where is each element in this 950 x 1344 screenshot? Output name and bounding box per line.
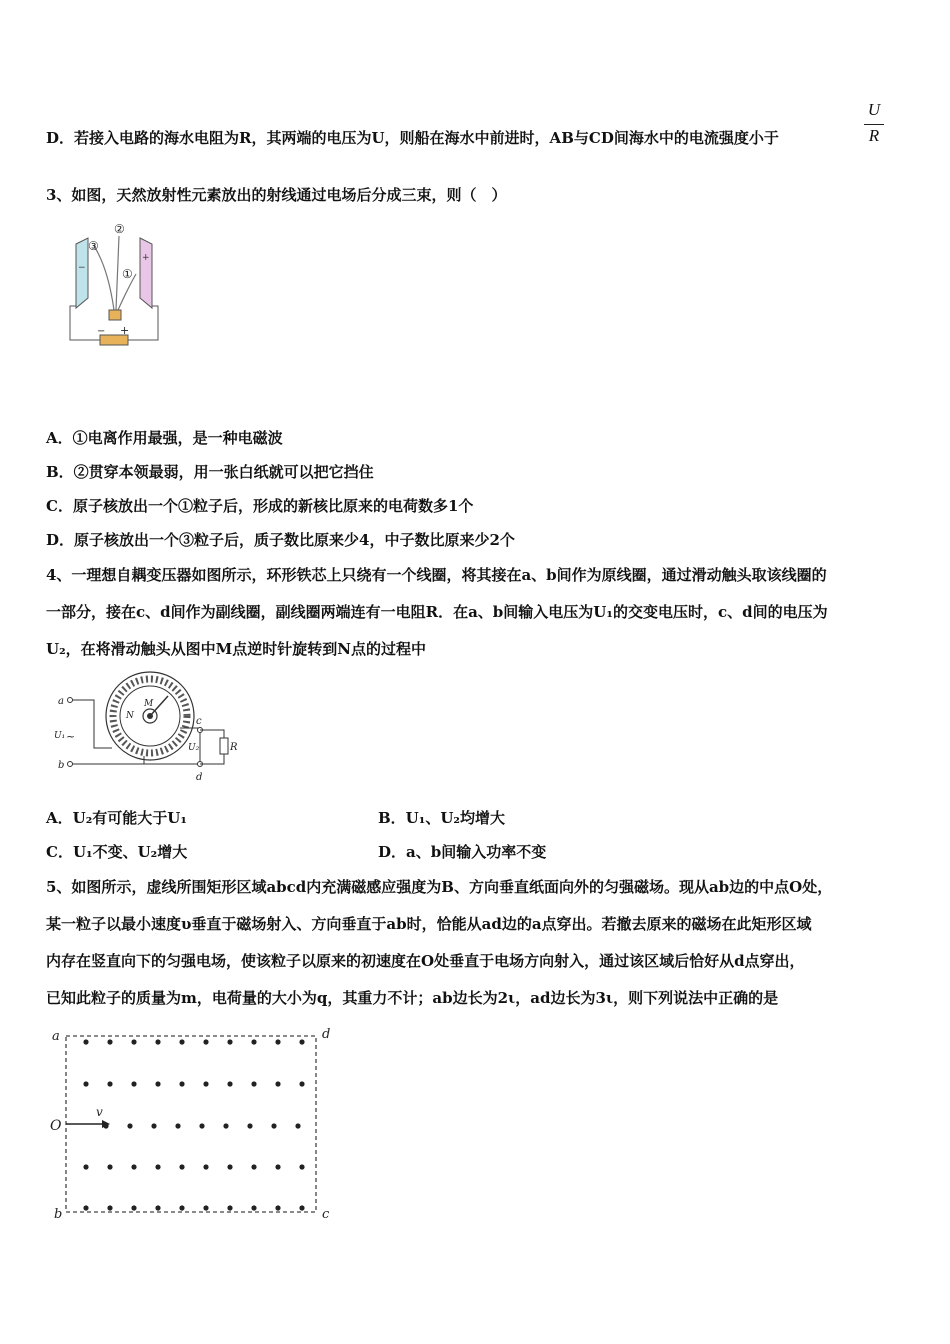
field-dot — [275, 1205, 280, 1210]
field-dot — [275, 1039, 280, 1044]
terminal-a — [68, 698, 73, 703]
field-dot — [151, 1123, 156, 1128]
label-d: d — [196, 772, 203, 783]
q3-option-b: B．②贯穿本领最弱，用一张白纸就可以把它挡住 — [46, 463, 374, 481]
field-dot — [247, 1123, 252, 1128]
label-b: b — [58, 760, 65, 771]
radioactive-source — [109, 310, 121, 320]
field-dot — [131, 1164, 136, 1169]
label-R: R — [230, 742, 238, 753]
field-dot — [299, 1039, 304, 1044]
q5-stem-line3: 内存在竖直向下的匀强电场，使该粒子以原来的初速度在O处垂直于电场方向射入，通过该区域后恰好从d点穿出， — [46, 952, 805, 970]
label-M: M — [144, 699, 154, 709]
q3-option-d: D．原子核放出一个③粒子后，质子数比原来少4，中子数比原来少2个 — [46, 531, 515, 549]
field-dot — [131, 1205, 136, 1210]
field-dot — [127, 1123, 132, 1128]
field-dot — [155, 1081, 160, 1086]
q5-stem-line2: 某一粒子以最小速度υ垂直于磁场射入、方向垂直于ab时，恰能从ad边的a点穿出。若撤去原来的磁场在此矩形区域 — [46, 915, 812, 933]
label-b: b — [54, 1207, 63, 1222]
field-dot — [299, 1081, 304, 1086]
negative-plate — [76, 238, 88, 308]
field-dot — [131, 1039, 136, 1044]
resistor — [220, 738, 228, 754]
field-dot — [107, 1039, 112, 1044]
q4-option-b: B．U₁、U₂均增大 — [378, 809, 505, 827]
label-a: a — [58, 696, 64, 707]
field-dot — [299, 1164, 304, 1169]
field-dot — [275, 1081, 280, 1086]
q3-stem: 3、如图，天然放射性元素放出的射线通过电场后分成三束，则（ ） — [46, 186, 507, 204]
label-U1: U₁ — [54, 731, 66, 741]
label-ray-1: ① — [122, 267, 133, 281]
field-dot — [251, 1081, 256, 1086]
plate-minus-sign: − — [78, 263, 86, 273]
label-U2: U₂ — [188, 743, 200, 753]
field-dot — [131, 1081, 136, 1086]
field-dot — [227, 1205, 232, 1210]
ray-3 — [94, 246, 114, 310]
field-dot — [295, 1123, 300, 1128]
q4-stem-line3: U₂，在将滑动触头从图中M点逆时针旋转到N点的过程中 — [46, 640, 426, 658]
field-dot — [299, 1205, 304, 1210]
field-dot — [227, 1164, 232, 1169]
q4-option-d: D．a、b间输入功率不变 — [378, 843, 547, 861]
q3-option-a: A．①电离作用最强，是一种电磁波 — [46, 429, 283, 447]
positive-plate — [140, 238, 152, 308]
field-dot — [175, 1123, 180, 1128]
label-ray-2: ② — [114, 222, 125, 236]
label-v: v — [96, 1105, 103, 1119]
field-dot — [227, 1039, 232, 1044]
field-dot — [271, 1123, 276, 1128]
field-dot — [107, 1081, 112, 1086]
field-dot — [223, 1123, 228, 1128]
transformer-figure — [52, 668, 242, 784]
field-dot — [275, 1164, 280, 1169]
field-dot — [203, 1039, 208, 1044]
field-dot — [251, 1205, 256, 1210]
field-dot — [155, 1205, 160, 1210]
field-dot — [83, 1205, 88, 1210]
field-dot — [107, 1205, 112, 1210]
field-dot — [179, 1205, 184, 1210]
q4-stem-line1: 4、一理想自耦变压器如图所示，环形铁芯上只绕有一个线圈，将其接在a、b间作为原线圈，通过滑动触头取该线圈的 — [46, 566, 827, 584]
field-dot — [83, 1164, 88, 1169]
field-dot — [227, 1081, 232, 1086]
field-dots — [83, 1039, 304, 1210]
field-dot — [203, 1164, 208, 1169]
battery-minus: − — [97, 326, 106, 337]
field-dot — [179, 1164, 184, 1169]
q4-stem-line2: 一部分，接在c、d间作为副线圈，副线圈两端连有一电阻R．在a、b间输入电压为U₁的交变电压时，c、d间的电压为 — [46, 603, 828, 621]
field-dot — [203, 1205, 208, 1210]
q2-option-d: D．若接入电路的海水电阻为R，其两端的电压为U，则船在海水中前进时，AB与CD间海水中的电流强度小于 — [46, 129, 779, 147]
field-dot — [251, 1039, 256, 1044]
q4-option-a: A．U₂有可能大于U₁ — [46, 809, 187, 827]
ray-2 — [116, 236, 119, 310]
field-dot — [83, 1039, 88, 1044]
field-dot — [179, 1039, 184, 1044]
ac-symbol: ~ — [66, 730, 76, 743]
magnetic-field-figure — [44, 1022, 344, 1222]
fraction-bar — [864, 124, 884, 125]
field-dot — [107, 1164, 112, 1169]
label-c: c — [322, 1207, 330, 1222]
terminal-b — [68, 762, 73, 767]
field-dot — [155, 1164, 160, 1169]
field-dot — [179, 1081, 184, 1086]
label-c: c — [196, 716, 202, 727]
radiation-figure — [64, 218, 164, 358]
label-N: N — [126, 711, 134, 721]
q4-option-c: C．U₁不变、U₂增大 — [46, 843, 188, 861]
field-dot — [203, 1081, 208, 1086]
fraction-numerator: U — [867, 100, 881, 119]
plate-plus-sign: + — [142, 253, 150, 263]
field-dot — [251, 1164, 256, 1169]
label-a: a — [52, 1029, 60, 1044]
battery-plus: + — [120, 324, 130, 337]
q5-stem-line1: 5、如图所示，虚线所围矩形区域abcd内充满磁感应强度为B、方向垂直纸面向外的匀强磁场。现从ab边的中点O处， — [46, 878, 833, 896]
q3-option-c: C．原子核放出一个①粒子后，形成的新核比原来的电荷数多1个 — [46, 497, 474, 515]
fraction-denominator: R — [868, 126, 880, 145]
label-O: O — [50, 1118, 62, 1134]
label-ray-3: ③ — [88, 239, 99, 253]
field-dot — [155, 1039, 160, 1044]
field-dot — [83, 1081, 88, 1086]
label-d: d — [322, 1027, 331, 1042]
field-dot — [199, 1123, 204, 1128]
q5-stem-line4: 已知此粒子的质量为m，电荷量的大小为q，其重力不计；ab边长为2ι，ad边长为3ι，则下列说法中正确的是 — [46, 989, 779, 1007]
